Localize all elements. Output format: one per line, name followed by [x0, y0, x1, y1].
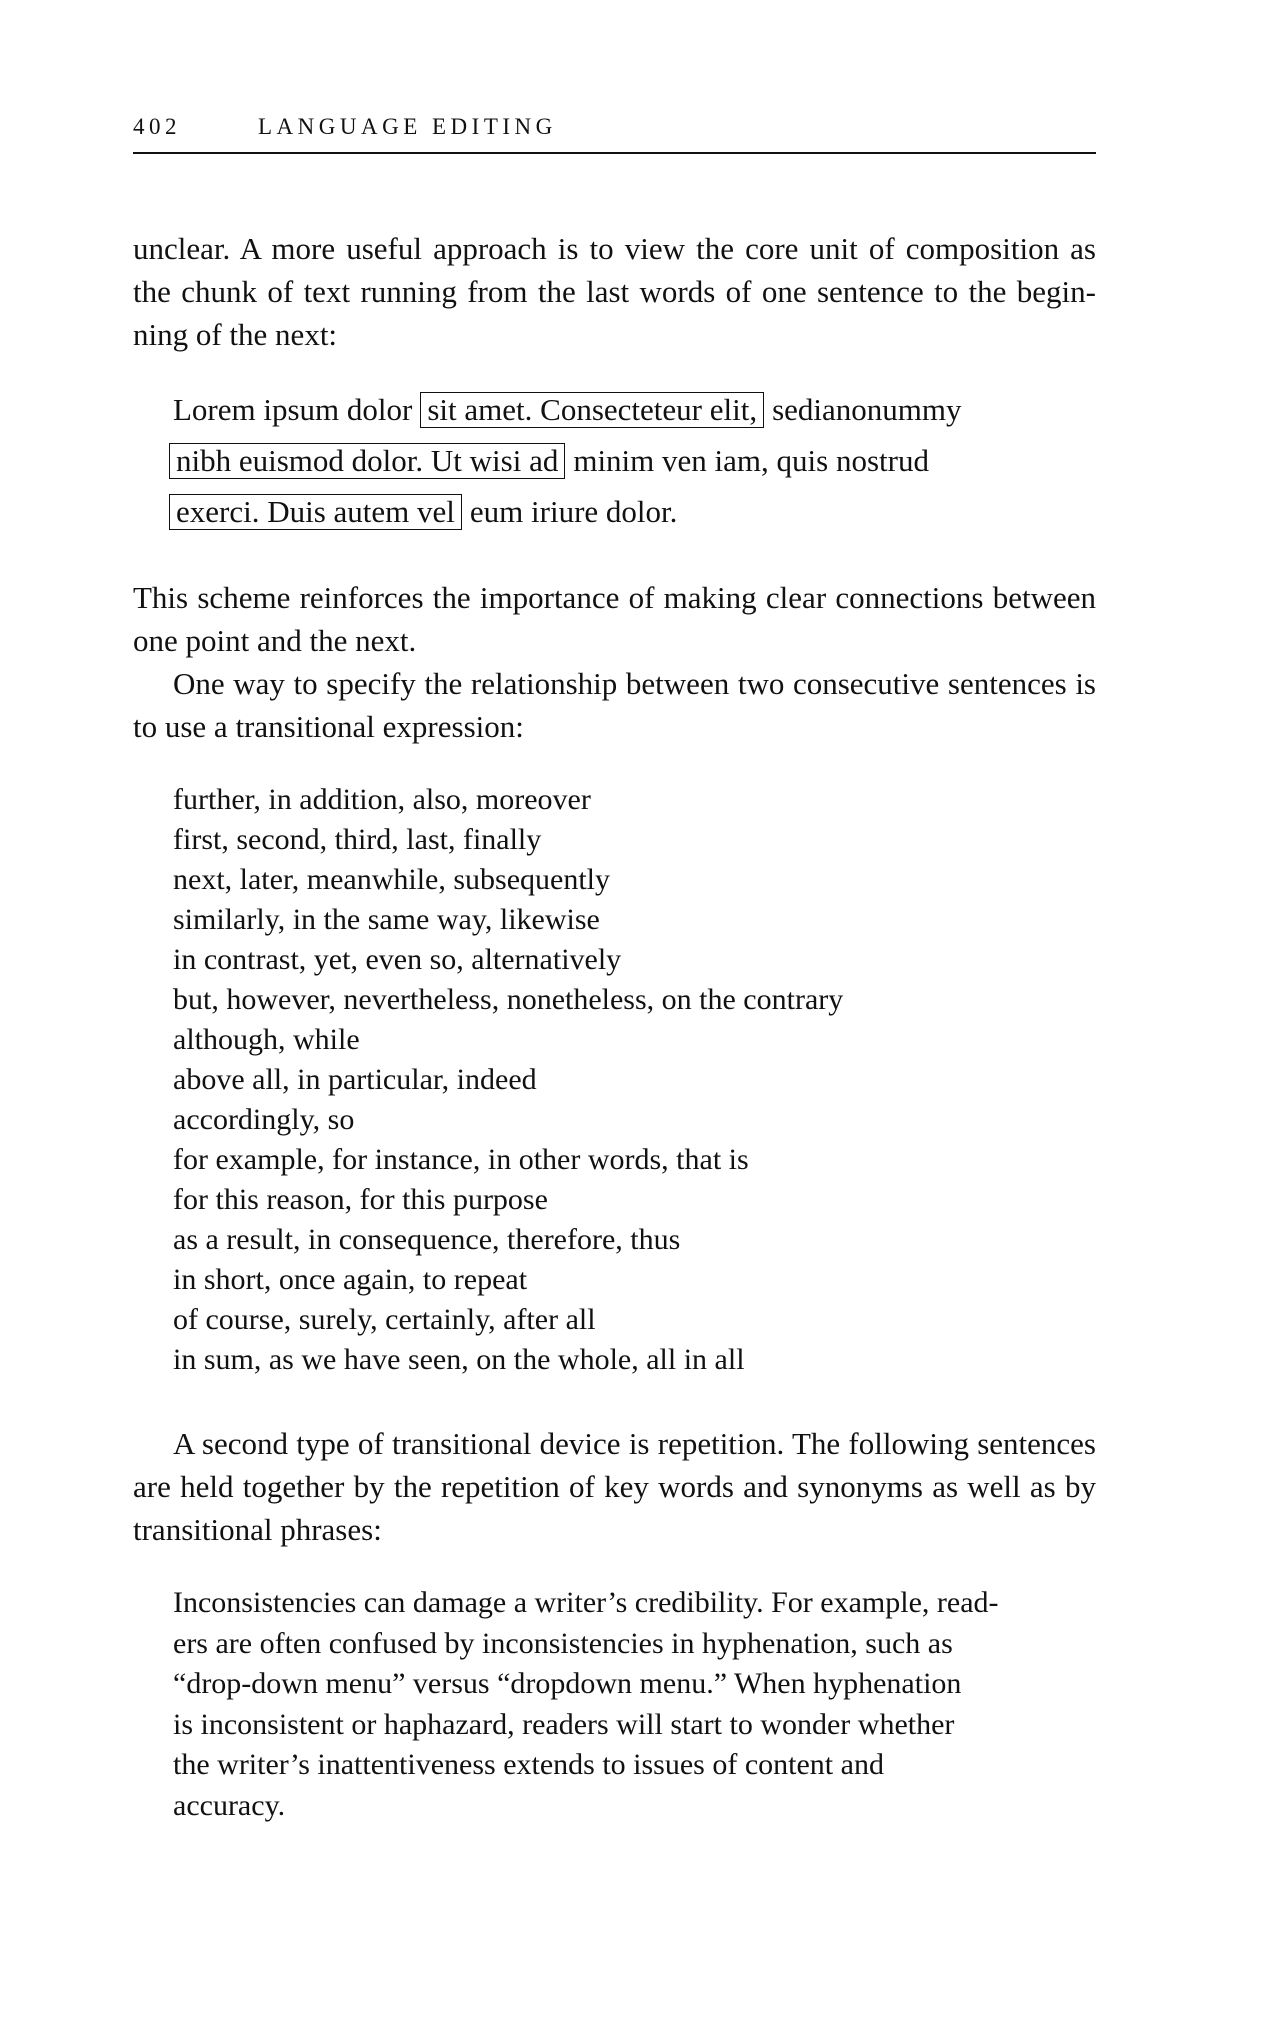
quote-line: Inconsistencies can damage a writer’s credibility. For example, read- [173, 1586, 999, 1619]
list-item: further, in addition, also, moreover [173, 783, 591, 816]
paragraph-line: one point and the next. [133, 623, 417, 658]
sentence-chunk-diagram [173, 385, 1073, 538]
list-item: above all, in particular, indeed [173, 1063, 537, 1096]
diagram-text: minim ven iam, quis nostrud [573, 443, 929, 478]
paragraph-line: A second type of transitional device is repetition. The following sentences [173, 1426, 1096, 1461]
list-item: of course, surely, certainly, after all [173, 1303, 596, 1336]
transition-paragraph [133, 662, 1096, 748]
quote-line: is inconsistent or haphazard, readers will start to wonder whether [173, 1707, 955, 1741]
diagram-line [173, 436, 1073, 487]
list-item: for this reason, for this purpose [173, 1183, 548, 1216]
page-number: 402 [133, 114, 181, 139]
quote-line: accuracy. [173, 1788, 286, 1822]
list-item: first, second, third, last, finally [173, 823, 542, 856]
diagram-line [173, 385, 1073, 436]
paragraph-line: are held together by the repetition of key words and synonyms as well as by [133, 1469, 1096, 1504]
list-item: next, later, meanwhile, subsequently [173, 863, 611, 896]
list-item: but, however, nevertheless, nonetheless, on the contrary [173, 983, 844, 1016]
example-block-quote [173, 1583, 1053, 1826]
header-rule [133, 152, 1096, 154]
quote-line: the writer’s inattentiveness extends to issues of content and [173, 1748, 884, 1781]
paragraph-line: unclear. A more useful approach is to view the core unit of composition as [133, 231, 1096, 266]
paragraph-line: ning of the next: [133, 317, 338, 352]
running-header [133, 112, 1096, 142]
repetition-paragraph [133, 1422, 1096, 1551]
list-item: similarly, in the same way, likewise [173, 903, 600, 936]
diagram-line [173, 487, 1073, 538]
list-item: although, while [173, 1023, 360, 1056]
list-item: in sum, as we have seen, on the whole, all in all [173, 1343, 745, 1376]
quote-line: “drop-down menu” versus “dropdown menu.” When hyphenation [173, 1667, 962, 1700]
diagram-text: sedianonummy [772, 392, 962, 427]
running-title: LANGUAGE EDITING [258, 114, 557, 139]
chunk-box: sit amet. Consecteteur elit, [420, 392, 764, 428]
intro-paragraph [133, 227, 1096, 356]
paragraph-line: One way to specify the relationship between two consecutive sentences is [173, 666, 1096, 701]
chunk-box: nibh euismod dolor. Ut wisi ad [169, 443, 565, 479]
paragraph-line: the chunk of text running from the last words of one sentence to the begin- [133, 274, 1096, 309]
list-item: for example, for instance, in other words, that is [173, 1143, 749, 1176]
diagram-text: Lorem ipsum dolor [173, 392, 413, 427]
transitional-expressions-list [173, 780, 1073, 1380]
list-item: in contrast, yet, even so, alternatively [173, 943, 622, 976]
list-item: accordingly, so [173, 1103, 355, 1136]
list-item: in short, once again, to repeat [173, 1263, 528, 1296]
paragraph-line: to use a transitional expression: [133, 709, 524, 744]
list-item: as a result, in consequence, therefore, thus [173, 1223, 681, 1256]
quote-line: ers are often confused by inconsistencies in hyphenation, such as [173, 1626, 953, 1660]
chunk-box: exerci. Duis autem vel [169, 494, 462, 530]
paragraph-line: This scheme reinforces the importance of making clear connections between [133, 580, 1096, 615]
scheme-paragraph [133, 576, 1096, 662]
diagram-text: eum iriure dolor. [469, 494, 678, 529]
paragraph-line: transitional phrases: [133, 1512, 382, 1547]
